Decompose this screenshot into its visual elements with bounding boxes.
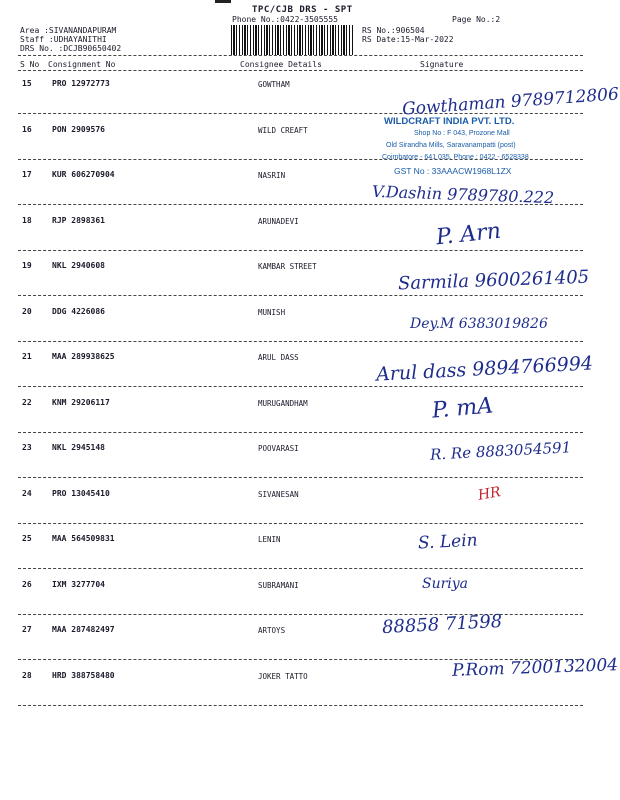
row-divider	[18, 432, 583, 433]
signature-23: R. Re 8883054591	[429, 438, 572, 464]
row-consignment-no: MAA 564509831	[52, 534, 115, 543]
row-consignee: SIVANESAN	[258, 490, 299, 499]
row-divider	[18, 295, 583, 296]
row-consignee: ARTOYS	[258, 626, 286, 635]
stamp-line2: Old Sirandha Mills, Saravanampatti (post)	[386, 142, 516, 149]
row-sno: 15	[22, 79, 32, 88]
signature-19: Sarmila 9600261405	[397, 266, 590, 295]
row-sno: 26	[22, 580, 32, 589]
row-consignee: SUBRAMANI	[258, 581, 299, 590]
row-sno: 20	[22, 307, 32, 316]
row-consignee: NASRIN	[258, 171, 286, 180]
staff-label: Staff :UDHAYANITHI	[20, 35, 107, 44]
col-signature-header: Signature	[420, 60, 464, 69]
header-divider	[18, 55, 583, 56]
row-consignee: WILD CREAFT	[258, 126, 308, 135]
header-mark	[215, 0, 231, 3]
stamp-line3: Coimbatore - 641 035. Phone : 0422 - 6528338	[382, 154, 529, 161]
row-divider	[18, 705, 583, 706]
barcode	[231, 25, 353, 55]
col-consignment-header: Consignment No	[48, 60, 116, 69]
col-sno-header: S No	[20, 60, 40, 69]
row-consignment-no: NKL 2945148	[52, 443, 105, 452]
signature-21: Arul dass 9894766994	[375, 352, 594, 386]
stamp-line1: Shop No : F 043, Prozone Mall	[414, 130, 510, 137]
row-consignment-no: PON 2909576	[52, 125, 105, 134]
row-consignment-no: HRD 388758480	[52, 671, 115, 680]
signature-26: Suriya	[422, 576, 469, 592]
stamp-gst: GST No : 33AAACW1968L1ZX	[394, 166, 512, 176]
row-divider	[18, 568, 583, 569]
row-sno: 21	[22, 352, 32, 361]
row-consignee: MURUGANDHAM	[258, 399, 308, 408]
row-sno: 18	[22, 216, 32, 225]
row-consignment-no: MAA 287482497	[52, 625, 115, 634]
row-divider	[18, 386, 583, 387]
signature-18: P. Arn	[434, 218, 503, 251]
row-sno: 27	[22, 625, 32, 634]
row-consignment-no: MAA 289938625	[52, 352, 115, 361]
row-consignee: ARUL DASS	[258, 353, 299, 362]
row-consignee: GOWTHAM	[258, 80, 290, 89]
column-divider	[18, 70, 583, 71]
signature-25: S. Lein	[417, 530, 479, 554]
row-consignment-no: DDG 4226086	[52, 307, 105, 316]
signature-20: Dey.M 6383019826	[410, 316, 548, 332]
row-sno: 23	[22, 443, 32, 452]
report-title: TPC/CJB DRS - SPT	[252, 5, 353, 15]
row-consignment-no: NKL 2940608	[52, 261, 105, 270]
row-sno: 22	[22, 398, 32, 407]
row-sno: 19	[22, 261, 32, 270]
signature-24: HR	[476, 484, 502, 504]
row-consignee: KAMBAR STREET	[258, 262, 317, 271]
rs-date: RS Date:15-Mar-2022	[362, 35, 454, 44]
row-divider	[18, 477, 583, 478]
row-consignee: JOKER TATTO	[258, 672, 308, 681]
signature-15: Gowthaman 9789712806	[401, 84, 620, 120]
row-divider	[18, 523, 583, 524]
row-consignment-no: KNM 29206117	[52, 398, 110, 407]
company-stamp	[380, 112, 566, 182]
row-consignee: LENIN	[258, 535, 281, 544]
phone-number: Phone No.:0422-3505555	[232, 15, 338, 24]
signature-22: P. mA	[431, 393, 495, 424]
row-sno: 28	[22, 671, 32, 680]
row-sno: 25	[22, 534, 32, 543]
row-divider	[18, 341, 583, 342]
row-divider	[18, 250, 583, 251]
area-label: Area :SIVANANDAPURAM	[20, 26, 117, 35]
signature-28: P.Rom 7200132004	[451, 655, 619, 681]
row-consignee: MUNISH	[258, 308, 286, 317]
row-consignment-no: PRO 13045410	[52, 489, 110, 498]
row-sno: 17	[22, 170, 32, 179]
signature-27: 88858 71598	[381, 610, 503, 639]
drs-number: DRS No. :DCJB90650402	[20, 44, 122, 53]
page-number: Page No.:2	[452, 15, 501, 24]
col-consignee-header: Consignee Details	[240, 60, 322, 69]
rs-number: RS No.:906504	[362, 26, 425, 35]
row-consignee: POOVARASI	[258, 444, 299, 453]
row-consignee: ARUNADEVI	[258, 217, 299, 226]
row-sno: 16	[22, 125, 32, 134]
row-consignment-no: IXM 3277704	[52, 580, 105, 589]
signature-17: V.Dashin 9789780.222	[371, 181, 555, 208]
row-consignment-no: KUR 606270904	[52, 170, 115, 179]
row-consignment-no: RJP 2898361	[52, 216, 105, 225]
row-consignment-no: PRO 12972773	[52, 79, 110, 88]
stamp-company: WILDCRAFT INDIA PVT. LTD.	[384, 116, 515, 127]
row-sno: 24	[22, 489, 32, 498]
